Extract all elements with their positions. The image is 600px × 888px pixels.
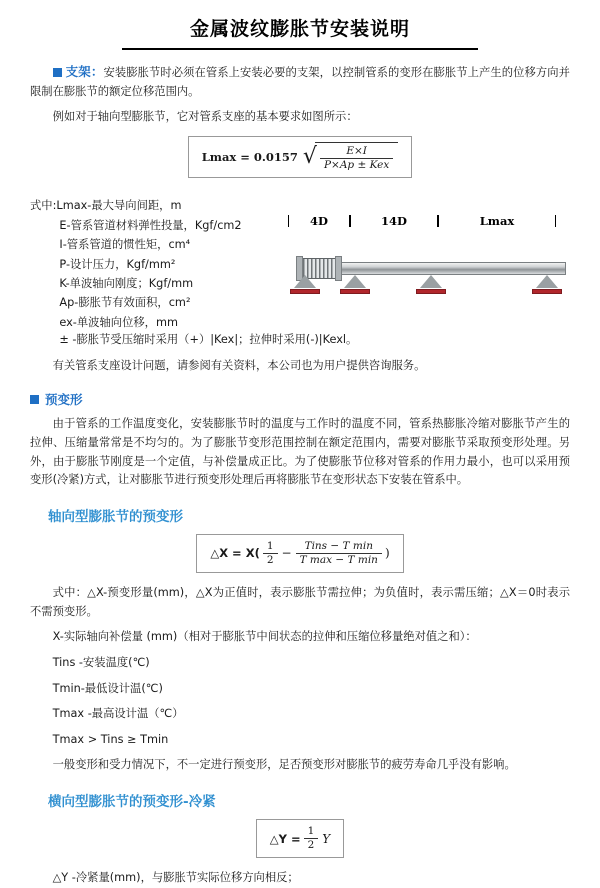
dimension-row xyxy=(288,212,568,234)
page-title: 金属波纹膨胀节安装说明 xyxy=(189,18,410,40)
axial-line-3: Tmin-最低设计温(℃) xyxy=(52,681,163,695)
support-text-1: 安装膨胀节时必须在管系上安装必要的支架，以控制管系的变形在膨胀节上产生的位移方向并限制在膨胀节的额定位移范围内。 xyxy=(30,66,570,99)
axial-formula-rhs: ) xyxy=(384,546,390,561)
pipe-support-guide xyxy=(340,275,370,297)
lateral-predeform-formula xyxy=(30,819,570,858)
bullet-square-icon xyxy=(53,68,62,77)
axial-line-0: 式中：△X-预变形量(mm)，△X为正值时，表示膨胀节需拉伸；为负值时，表示需压缩；△X＝0时表示不需预变形。 xyxy=(30,586,570,618)
sqrt-icon: √ xyxy=(302,144,317,170)
axial-predeform-heading: 轴向型膨胀节的预变形 xyxy=(48,508,183,525)
lmax-radical xyxy=(303,142,398,172)
definition-item: Ap-膨胀节有效面积，cm² xyxy=(59,296,191,310)
axial-line-1: X-实际轴向补偿量 (mm)（相对于膨胀节中间状态的拉伸和压缩位移量绝对值之和）： xyxy=(52,630,477,644)
dimension-14d: 14D xyxy=(350,212,438,234)
pipe-assembly xyxy=(288,236,568,314)
axial-formula-ratio: $\frac{\text{Tins − T min}}{\text{T max − T min}}$ xyxy=(296,540,382,567)
support-paragraph-2: 例如对于轴向型膨胀节，它对管系支座的基本要求如图所示： xyxy=(52,110,358,124)
consult-note: 有关管系支座设计问题，请参阅有关资料，本公司也为用户提供咨询服务。 xyxy=(52,358,426,372)
definition-item: 式中:Lmax-最大导向间距，m xyxy=(30,199,182,213)
lateral-formula-half: $\frac{1}{2}$ xyxy=(304,825,319,852)
lmax-formula-lhs: Lmax = 0.0157 xyxy=(201,150,298,165)
lateral-line: △Y -冷紧量(mm)，与膨胀节实际位移方向相反； xyxy=(52,871,299,885)
definitions-list xyxy=(30,186,288,332)
axial-predeform-formula xyxy=(30,534,570,573)
definition-item: P-设计压力，Kgf/mm² xyxy=(59,257,176,271)
predeform-heading xyxy=(30,390,570,408)
dimension-lmax: Lmax xyxy=(438,212,556,234)
predeform-heading-label: 预变形 xyxy=(45,392,83,408)
definition-item: K-单波轴向刚度；Kgf/mm xyxy=(59,277,194,291)
definition-item: E-管系管道材料弹性投量，Kgf/cm2 xyxy=(59,218,242,232)
support-heading: 支架： xyxy=(65,64,104,79)
lateral-formula-rhs: Y xyxy=(322,831,331,846)
axial-line-4: Tmax -最高设计温（℃） xyxy=(52,707,184,721)
definition-item: ex-单波轴向位移，mm xyxy=(59,315,178,329)
title-underline xyxy=(122,48,478,50)
document-page xyxy=(0,14,600,885)
lmax-denominator: P×Ap ± Kex xyxy=(320,158,393,172)
axial-line-2: Tins -安装温度(℃) xyxy=(52,655,150,669)
support-paragraph-1 xyxy=(30,61,570,101)
document-content xyxy=(0,61,600,888)
dimension-4d: 4D xyxy=(288,212,350,234)
definition-sign-note xyxy=(30,330,570,349)
lateral-formula-lhs: △Y = xyxy=(269,831,301,846)
pipe-support-anchor xyxy=(532,275,562,297)
axial-line-5: Tmax > Tins ≥ Tmin xyxy=(52,732,169,746)
definition-item: ± -膨胀节受压缩时采用（+）|Kex|；拉伸时采用(-)|Kexl。 xyxy=(59,333,358,347)
axial-line-6: 一般变形和受力情况下，不一定进行预变形，足否预变形对膨胀节的疲劳寿命几乎没有影响。 xyxy=(52,758,516,772)
bullet-square-icon xyxy=(30,395,39,404)
predeform-paragraph: 由于管系的工作温度变化，安装膨胀节时的温度与工作时的温度不同，管系热膨胀冷缩对膨胀节产生的拉伸、压缩量常常是不均匀的。为了膨胀节变形范围控制在额定范围内，需要对膨胀节采取预变形处理。另外，由于膨胀节刚度是一个定值，与补偿量成正比。为了使膨胀节位移对管系的作用力最小，也可以采用预变形(冷紧)方式，让对膨胀节进行预变形处理后再将膨胀节在变形状态下安装在管系中。 xyxy=(30,417,570,487)
axial-formula-minus: − xyxy=(281,546,292,561)
pipe-support-guide xyxy=(416,275,446,297)
axial-formula-half: $\frac{1}{2}$ xyxy=(263,540,278,567)
definitions-and-drawing xyxy=(30,186,570,332)
pipe-support-anchor xyxy=(290,275,320,297)
lmax-formula xyxy=(30,136,570,178)
pipe-diagram xyxy=(288,186,570,320)
lateral-predeform-heading: 横向型膨胀节的预变形-冷紧 xyxy=(48,794,216,811)
lmax-numerator: E×I xyxy=(346,145,367,158)
axial-formula-lhs: △X = X( xyxy=(210,546,260,561)
definition-item: I-管系管道的惯性矩，cm⁴ xyxy=(59,238,191,252)
